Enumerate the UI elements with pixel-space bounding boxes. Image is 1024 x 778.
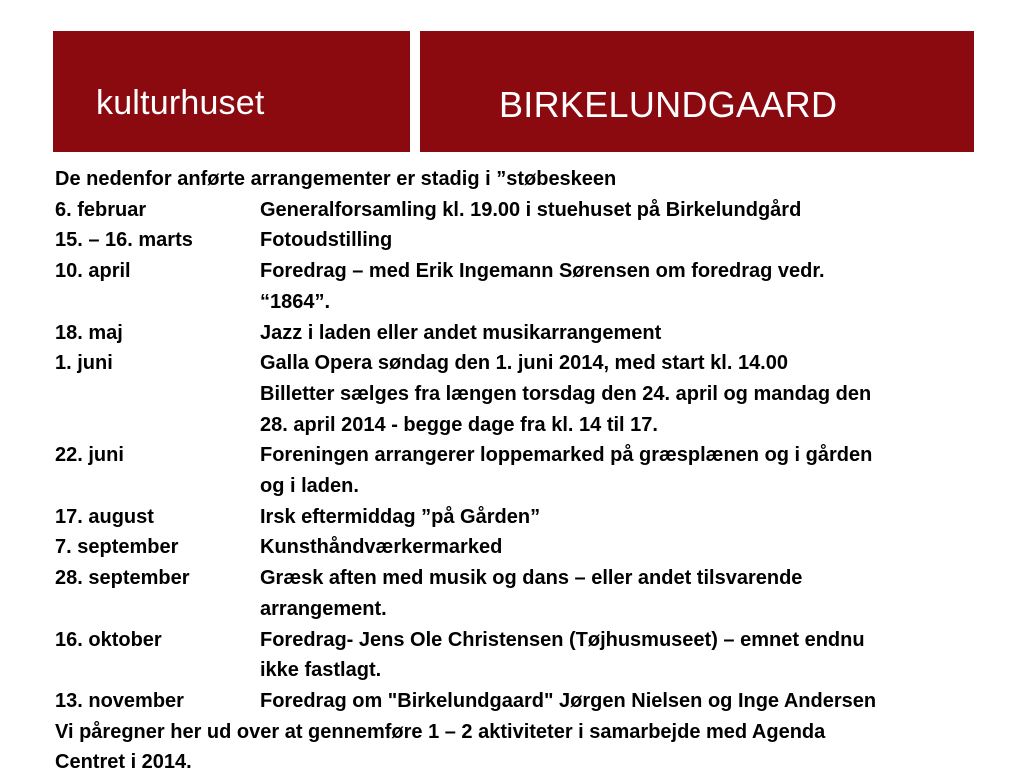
event-row xyxy=(55,625,955,686)
event-description-line: Irsk eftermiddag ”på Gården” xyxy=(260,505,541,528)
event-row xyxy=(55,318,955,349)
banner-kulturhuset-text: kulturhuset xyxy=(96,84,265,122)
footer-line: Centret i 2014. xyxy=(55,751,192,774)
footer-line: Vi påregner her ud over at gennemføre 1 – 2 aktiviteter i samarbejde med Agenda xyxy=(55,720,826,743)
event-description-line: Græsk aften med musik og dans – eller andet tilsvarende xyxy=(260,567,803,590)
event-description-line: Jazz i laden eller andet musikarrangement xyxy=(260,321,662,344)
event-description-line: Fotoudstilling xyxy=(260,229,393,252)
event-row xyxy=(55,256,955,317)
event-date: 10. april xyxy=(55,260,131,283)
event-description xyxy=(260,318,955,349)
event-date: 18. maj xyxy=(55,321,123,344)
event-description-line: ikke fastlagt. xyxy=(260,659,382,682)
event-row xyxy=(55,502,955,533)
event-description xyxy=(260,532,955,563)
event-date: 28. september xyxy=(55,567,190,590)
event-list xyxy=(55,164,955,778)
event-description-line: “1864”. xyxy=(260,290,331,313)
banner-birkelundgaard-text: BIRKELUNDGAARD xyxy=(499,84,838,125)
event-row xyxy=(55,195,955,226)
event-description-line: Foredrag- Jens Ole Christensen (Tøjhusmuseet) – emnet endnu xyxy=(260,628,865,651)
event-description xyxy=(260,256,955,317)
event-description xyxy=(260,502,955,533)
intro-text: De nedenfor anførte arrangementer er stadig i ”støbeskeen xyxy=(55,168,617,190)
event-date: 13. november xyxy=(55,689,184,712)
event-date: 1. juni xyxy=(55,352,113,375)
event-description xyxy=(260,195,955,226)
event-description xyxy=(260,348,955,440)
event-date: 16. oktober xyxy=(55,628,162,651)
event-description xyxy=(260,225,955,256)
event-description-line: Kunsthåndværkermarked xyxy=(260,536,503,559)
event-description-line: Billetter sælges fra længen torsdag den 24. april og mandag den xyxy=(260,382,872,405)
event-description-line: 28. april 2014 - begge dage fra kl. 14 til 17. xyxy=(260,413,658,436)
event-description-line: Galla Opera søndag den 1. juni 2014, med start kl. 14.00 xyxy=(260,352,788,375)
event-row xyxy=(55,532,955,563)
event-date: 17. august xyxy=(55,505,154,528)
event-description-line: Foreningen arrangerer loppemarked på græsplænen og i gården xyxy=(260,444,873,467)
event-date: 22. juni xyxy=(55,444,124,467)
event-description xyxy=(260,563,955,624)
event-date: 7. september xyxy=(55,536,179,559)
event-row xyxy=(55,440,955,501)
event-description xyxy=(260,686,955,717)
banner-divider xyxy=(410,31,420,152)
event-description-line: arrangement. xyxy=(260,597,387,620)
events-container xyxy=(55,195,955,717)
event-row xyxy=(55,225,955,256)
event-date: 6. februar xyxy=(55,198,147,221)
event-description-line: Foredrag om "Birkelundgaard" Jørgen Nielsen og Inge Andersen xyxy=(260,689,877,712)
event-description xyxy=(260,440,955,501)
header-banner xyxy=(53,31,974,152)
event-description xyxy=(260,625,955,686)
footer-text xyxy=(55,717,955,778)
event-row xyxy=(55,686,955,717)
event-row xyxy=(55,348,955,440)
event-description-line: Generalforsamling kl. 19.00 i stuehuset på Birkelundgård xyxy=(260,198,802,221)
event-description-line: og i laden. xyxy=(260,475,359,498)
event-date: 15. – 16. marts xyxy=(55,229,193,252)
event-row xyxy=(55,563,955,624)
event-description-line: Foredrag – med Erik Ingemann Sørensen om foredrag vedr. xyxy=(260,260,825,283)
